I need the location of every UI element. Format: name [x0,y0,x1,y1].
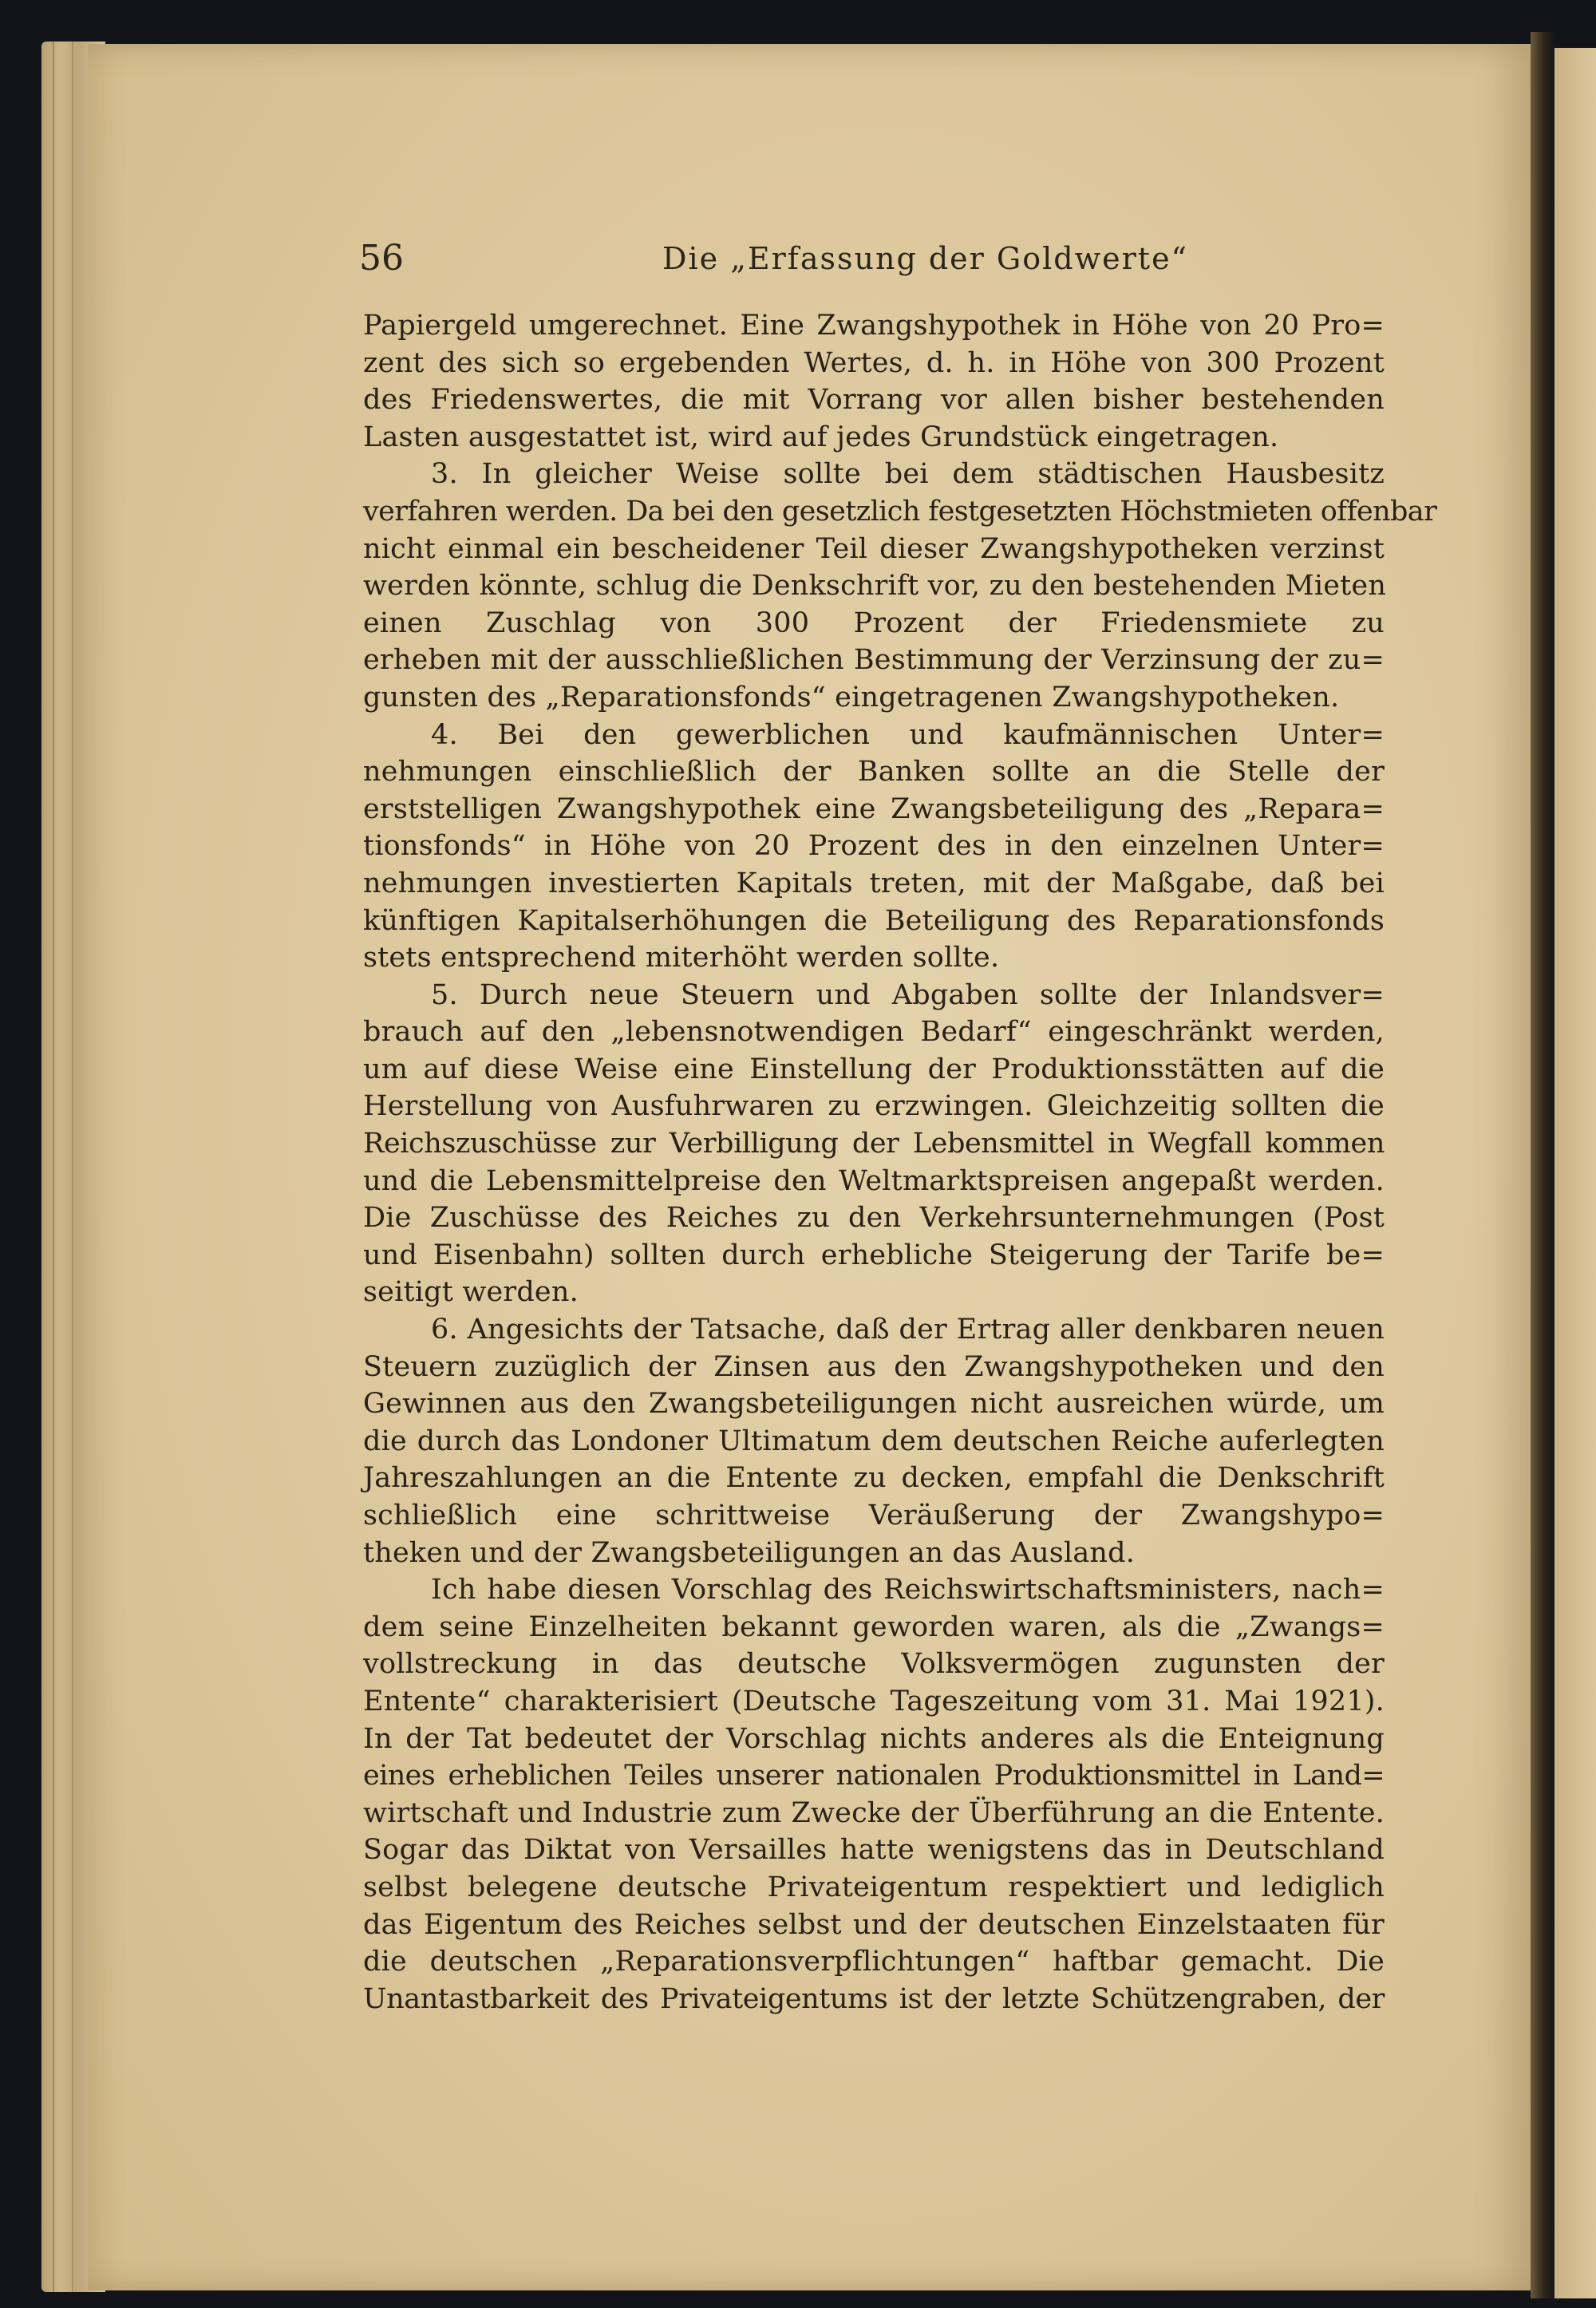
text-line: zent des sich so ergebenden Wertes, d. h. in Höhe von 300 Prozent [363,346,1385,379]
text-line: gunsten des „Reparationsfonds“ eingetragenen Zwangshypotheken. [363,681,1340,713]
text-line: eines erheblichen Teiles unserer nationalen Produktionsmittel in Land= [363,1760,1385,1792]
text-line: seitigt werden. [363,1276,579,1309]
text-line: Unantastbarkeit des Privateigentums ist der letzte Schützengraben, der [363,1982,1385,2015]
page-number: 56 [359,238,404,279]
text-line: Sogar das Diktat von Versailles hatte wenigstens das in Deutschland [363,1834,1385,1867]
text-line: nicht einmal ein bescheidener Teil dieser Zwangshypotheken verzinst [363,532,1385,565]
text-line: Reichszuschüsse zur Verbilligung der Lebensmittel in Wegfall kommen [363,1128,1385,1160]
page-header [359,238,1396,294]
text-line: 5. Durch neue Steuern und Abgaben sollte der Inlandsver= [431,978,1385,1011]
text-line: Papiergeld umgerechnet. Eine Zwangshypothek in Höhe von 20 Pro= [363,310,1385,342]
text-line: brauch auf den „lebensnotwendigen Bedarf“ eingeschränkt werden, [363,1016,1385,1049]
text-line: Ich habe diesen Vorschlag des Reichswirtschaftsministers, nach= [431,1574,1385,1607]
book-gutter [1531,32,1555,2298]
text-line: des Friedenswertes, die mit Vorrang vor allen bisher bestehenden [363,384,1385,417]
text-line: selbst belegene deutsche Privateigentum respektiert und lediglich [363,1871,1385,1903]
text-line: wirtschaft und Industrie zum Zwecke der Überführung an die Entente. [363,1796,1385,1829]
text-line: Herstellung von Ausfuhrwaren zu erzwingen. Gleichzeitig sollten die [363,1090,1385,1123]
text-line: Jahreszahlungen an die Entente zu decken, empfahl die Denkschrift [363,1462,1385,1495]
body-text [363,307,1437,2018]
facing-page-edge [1555,48,1596,2298]
text-line: 4. Bei den gewerblichen und kaufmännischen Unter= [431,718,1385,751]
text-line: 6. Angesichts der Tatsache, daß der Ertrag aller denkbaren neuen [431,1314,1385,1346]
text-line: erheben mit der ausschließlichen Bestimmung der Verzinsung der zu= [363,644,1385,677]
text-line: Gewinnen aus den Zwangsbeteiligungen nicht ausreichen würde, um [363,1388,1385,1421]
text-line: das Eigentum des Reiches selbst und der deutschen Einzelstaaten für [363,1908,1385,1941]
text-line: In der Tat bedeutet der Vorschlag nichts anderes als die Enteignung [363,1722,1385,1755]
text-line: die durch das Londoner Ultimatum dem deutschen Reiche auferlegten [363,1425,1385,1457]
text-line: Die Zuschüsse des Reiches zu den Verkehrsunternehmungen (Post [363,1202,1385,1235]
text-line: um auf diese Weise eine Einstellung der Produktionsstätten auf die [363,1053,1385,1085]
text-line: künftigen Kapitalserhöhungen die Beteiligung des Reparationsfonds [363,904,1385,937]
text-line: und die Lebensmittelpreise den Weltmarktspreisen angepaßt werden. [363,1164,1385,1197]
text-line: und Eisenbahn) sollten durch erhebliche Steigerung der Tarife be= [363,1239,1385,1271]
text-line: theken und der Zwangsbeteiligungen an das Ausland. [363,1536,1136,1569]
text-line: Lasten ausgestattet ist, wird auf jedes Grundstück eingetragen. [363,421,1279,453]
text-line: einen Zuschlag von 300 Prozent der Friedensmiete zu [363,607,1385,639]
text-line: tionsfonds“ in Höhe von 20 Prozent des in den einzelnen Unter= [363,830,1385,863]
text-line: schließlich eine schrittweise Veräußerung der Zwangshypo= [363,1500,1385,1531]
text-line: verfahren werden. Da bei den gesetzlich festgesetzten Höchstmieten offenbar [363,495,1437,528]
text-line: stets entsprechend miterhöht werden sollte. [363,942,1000,974]
text-line: 3. In gleicher Weise sollte bei dem städtischen Hausbesitz [431,458,1385,491]
text-line: die deutschen „Reparationsverpflichtungen“ haftbar gemacht. Die [363,1946,1385,1978]
running-title: Die „Erfassung der Goldwerte“ [662,241,1188,276]
text-line: Entente“ charakterisiert (Deutsche Tageszeitung vom 31. Mai 1921). [363,1685,1385,1717]
text-line: nehmungen investierten Kapitals treten, mit der Maßgabe, daß bei [363,867,1385,899]
text-line: Steuern zuzüglich der Zinsen aus den Zwangshypotheken und den [363,1350,1385,1383]
text-line: vollstreckung in das deutsche Volksvermögen zugunsten der [363,1648,1385,1681]
text-line: nehmungen einschließlich der Banken sollte an die Stelle der [363,756,1385,788]
text-line: erststelligen Zwangshypothek eine Zwangsbeteiligung des „Repara= [363,792,1385,825]
text-line: werden könnte, schlug die Denkschrift vor, zu den bestehenden Mieten [363,570,1387,603]
text-line: dem seine Einzelheiten bekannt geworden waren, als die „Zwangs= [363,1610,1385,1643]
